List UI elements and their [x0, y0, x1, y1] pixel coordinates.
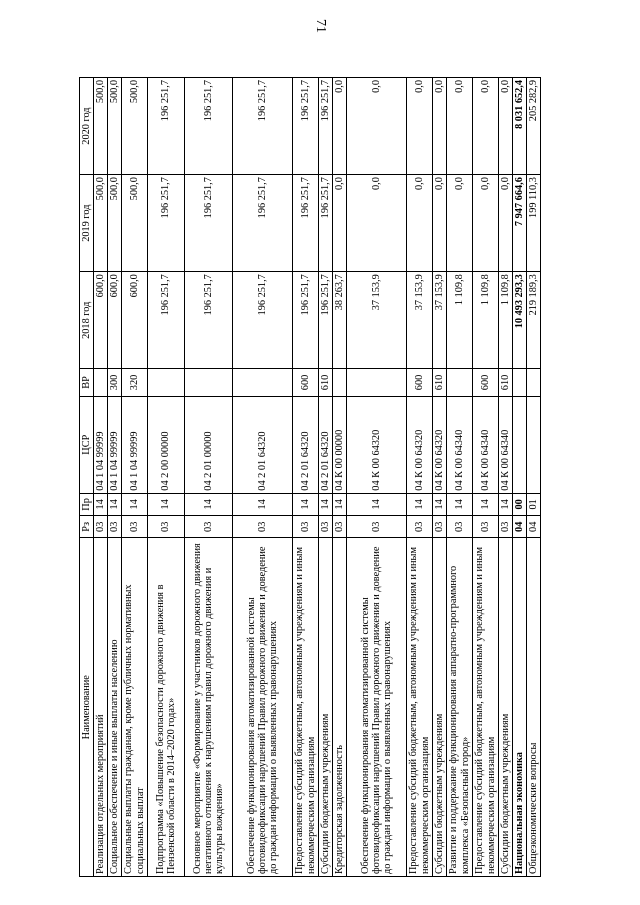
cell-2020: 500,0 [94, 78, 108, 175]
cell-pr: 14 [108, 493, 122, 515]
cell-name: Основное мероприятие «Формирование у участников дорожного движения негативного отношения к нарушениям правил дорожного движения и культуры вождения» [185, 538, 233, 877]
cell-name: Обеспечение функционирования автоматизированной системы фотовидеофиксации нарушений Правил дорожного движения и доведение до граждан информации о выявленных правонарушениях [233, 538, 293, 877]
cell-2020: 196 251,7 [185, 78, 233, 175]
header-rz: Рз [80, 516, 94, 538]
cell-pr: 14 [148, 493, 185, 515]
table-row [499, 78, 513, 877]
cell-vr: 600 [293, 369, 319, 396]
cell-2020: 0,0 [347, 78, 407, 175]
cell-2019: 0,0 [407, 175, 433, 272]
cell-vr [333, 369, 347, 396]
cell-vr [94, 369, 108, 396]
cell-csr [513, 396, 527, 493]
cell-vr: 300 [108, 369, 122, 396]
cell-2020: 0,0 [447, 78, 473, 175]
budget-table-rotated [79, 77, 569, 877]
cell-2019: 0,0 [433, 175, 447, 272]
cell-rz: 03 [499, 516, 513, 538]
cell-name: Национальная экономика [513, 538, 527, 877]
table-row [319, 78, 333, 877]
cell-rz: 04 [527, 516, 541, 538]
cell-pr: 14 [499, 493, 513, 515]
table-row [407, 78, 433, 877]
cell-name: Обеспечение функционирования автоматизированной системы фотовидеофиксации нарушений Правил дорожного движения и доведение до граждан информации о выявленных правонарушениях [347, 538, 407, 877]
cell-2019: 196 251,7 [319, 175, 333, 272]
cell-rz: 03 [333, 516, 347, 538]
table-row [185, 78, 233, 877]
cell-name: Социальные выплаты гражданам, кроме публичных нормативных социальных выплат [122, 538, 148, 877]
cell-csr: 04 2 01 64320 [319, 396, 333, 493]
cell-name: Социальное обеспечение и иные выплаты населению [108, 538, 122, 877]
table-row [527, 78, 541, 877]
cell-pr: 14 [319, 493, 333, 515]
cell-csr: 04 К 00 64320 [347, 396, 407, 493]
cell-pr: 14 [333, 493, 347, 515]
cell-rz: 03 [148, 516, 185, 538]
cell-rz: 03 [293, 516, 319, 538]
cell-rz: 03 [433, 516, 447, 538]
cell-rz: 03 [347, 516, 407, 538]
cell-name: Общеэкономические вопросы [527, 538, 541, 877]
cell-pr: 14 [122, 493, 148, 515]
header-vr: ВР [80, 369, 94, 396]
cell-pr: 14 [447, 493, 473, 515]
cell-csr: 04 2 01 64320 [293, 396, 319, 493]
cell-2019: 196 251,7 [185, 175, 233, 272]
cell-name: Реализация отдельных мероприятий [94, 538, 108, 877]
cell-2018: 37 153,9 [347, 272, 407, 369]
cell-pr: 14 [185, 493, 233, 515]
cell-2019: 0,0 [333, 175, 347, 272]
cell-2019: 500,0 [108, 175, 122, 272]
table-row [122, 78, 148, 877]
table-row [293, 78, 319, 877]
cell-2020: 196 251,7 [233, 78, 293, 175]
cell-csr: 04 1 04 99999 [122, 396, 148, 493]
cell-pr: 14 [473, 493, 499, 515]
table-row [347, 78, 407, 877]
cell-pr: 14 [433, 493, 447, 515]
table-header-row [80, 78, 94, 877]
cell-csr: 04 К 00 64320 [407, 396, 433, 493]
cell-2020: 500,0 [122, 78, 148, 175]
cell-rz: 03 [122, 516, 148, 538]
cell-2019: 196 251,7 [233, 175, 293, 272]
cell-name: Предоставление субсидий бюджетным, автономным учреждениям и иным некоммерческим организациям [473, 538, 499, 877]
cell-name: Субсидии бюджетным учреждениям [433, 538, 447, 877]
cell-name: Субсидии бюджетным учреждениям [319, 538, 333, 877]
table-row [233, 78, 293, 877]
header-2020: 2020 год [80, 78, 94, 175]
cell-2020: 205 282,9 [527, 78, 541, 175]
cell-vr [347, 369, 407, 396]
cell-2018: 600,0 [94, 272, 108, 369]
cell-2019: 0,0 [473, 175, 499, 272]
cell-pr: 14 [233, 493, 293, 515]
cell-2019: 500,0 [94, 175, 108, 272]
cell-name: Развитие и поддержание функционирования аппаратно-программного комплекса «Безопасный город» [447, 538, 473, 877]
cell-2018: 10 493 293,3 [513, 272, 527, 369]
cell-rz: 03 [407, 516, 433, 538]
cell-csr: 04 2 01 64320 [233, 396, 293, 493]
cell-pr: 14 [347, 493, 407, 515]
cell-name: Подпрограмма «Повышение безопасности дорожного движения в Пензенской области в 2014–2020 годах» [148, 538, 185, 877]
cell-rz: 03 [473, 516, 499, 538]
cell-vr: 320 [122, 369, 148, 396]
header-csr: ЦСР [80, 396, 94, 493]
cell-vr [233, 369, 293, 396]
page-number: 71 [313, 19, 328, 33]
table-row [333, 78, 347, 877]
cell-csr: 04 К 00 00000 [333, 396, 347, 493]
cell-vr: 600 [473, 369, 499, 396]
header-pr: Пр [80, 493, 94, 515]
cell-2019: 0,0 [347, 175, 407, 272]
cell-csr: 04 К 00 64340 [473, 396, 499, 493]
cell-csr: 04 1 04 99999 [108, 396, 122, 493]
cell-2020: 196 251,7 [293, 78, 319, 175]
cell-2020: 0,0 [433, 78, 447, 175]
cell-name: Субсидии бюджетным учреждениям [499, 538, 513, 877]
budget-table [79, 77, 541, 877]
cell-name: Предоставление субсидий бюджетным, автономным учреждениям и иным некоммерческим организациям [293, 538, 319, 877]
cell-2018: 38 263,7 [333, 272, 347, 369]
cell-2020: 0,0 [473, 78, 499, 175]
cell-csr [527, 396, 541, 493]
cell-name: Кредиторская задолженность [333, 538, 347, 877]
cell-csr: 04 К 00 64320 [433, 396, 447, 493]
cell-2018: 219 189,3 [527, 272, 541, 369]
table-row [447, 78, 473, 877]
cell-rz: 03 [319, 516, 333, 538]
cell-vr [185, 369, 233, 396]
cell-pr: 14 [407, 493, 433, 515]
table-row [94, 78, 108, 877]
cell-2018: 196 251,7 [319, 272, 333, 369]
cell-2019: 500,0 [122, 175, 148, 272]
cell-pr: 00 [513, 493, 527, 515]
cell-rz: 03 [94, 516, 108, 538]
header-2018: 2018 год [80, 272, 94, 369]
cell-csr: 04 2 01 00000 [185, 396, 233, 493]
cell-2020: 196 251,7 [148, 78, 185, 175]
cell-2018: 196 251,7 [185, 272, 233, 369]
cell-rz: 03 [447, 516, 473, 538]
cell-2019: 199 110,3 [527, 175, 541, 272]
cell-vr [513, 369, 527, 396]
cell-2020: 0,0 [499, 78, 513, 175]
cell-vr: 600 [407, 369, 433, 396]
cell-2020: 500,0 [108, 78, 122, 175]
cell-2020: 196 251,7 [319, 78, 333, 175]
cell-vr: 610 [319, 369, 333, 396]
cell-2018: 1 109,8 [447, 272, 473, 369]
cell-2018: 196 251,7 [293, 272, 319, 369]
cell-rz: 03 [108, 516, 122, 538]
table-row [433, 78, 447, 877]
cell-2018: 1 109,8 [473, 272, 499, 369]
cell-2020: 8 031 652,4 [513, 78, 527, 175]
cell-vr [447, 369, 473, 396]
cell-2018: 37 153,9 [407, 272, 433, 369]
header-2019: 2019 год [80, 175, 94, 272]
header-name: Наименование [80, 538, 94, 877]
cell-2019: 0,0 [499, 175, 513, 272]
cell-2020: 0,0 [407, 78, 433, 175]
cell-pr: 14 [293, 493, 319, 515]
cell-vr [527, 369, 541, 396]
cell-2018: 196 251,7 [233, 272, 293, 369]
cell-2020: 0,0 [333, 78, 347, 175]
cell-2018: 600,0 [108, 272, 122, 369]
cell-vr: 610 [499, 369, 513, 396]
cell-2019: 196 251,7 [293, 175, 319, 272]
cell-csr: 04 1 04 99999 [94, 396, 108, 493]
cell-2019: 0,0 [447, 175, 473, 272]
cell-2019: 7 947 664,6 [513, 175, 527, 272]
cell-2019: 196 251,7 [148, 175, 185, 272]
cell-vr [148, 369, 185, 396]
cell-csr: 04 2 00 00000 [148, 396, 185, 493]
cell-rz: 04 [513, 516, 527, 538]
cell-csr: 04 К 00 64340 [499, 396, 513, 493]
cell-vr: 610 [433, 369, 447, 396]
cell-pr: 14 [94, 493, 108, 515]
table-row [108, 78, 122, 877]
table-row [513, 78, 527, 877]
table-row [473, 78, 499, 877]
cell-rz: 03 [185, 516, 233, 538]
table-row [148, 78, 185, 877]
cell-2018: 1 109,8 [499, 272, 513, 369]
cell-2018: 196 251,7 [148, 272, 185, 369]
cell-csr: 04 К 00 64340 [447, 396, 473, 493]
cell-pr: 01 [527, 493, 541, 515]
cell-2018: 37 153,9 [433, 272, 447, 369]
table-body [94, 78, 541, 877]
cell-2018: 600,0 [122, 272, 148, 369]
cell-rz: 03 [233, 516, 293, 538]
cell-name: Предоставление субсидий бюджетным, автономным учреждениям и иным некоммерческим организациям [407, 538, 433, 877]
